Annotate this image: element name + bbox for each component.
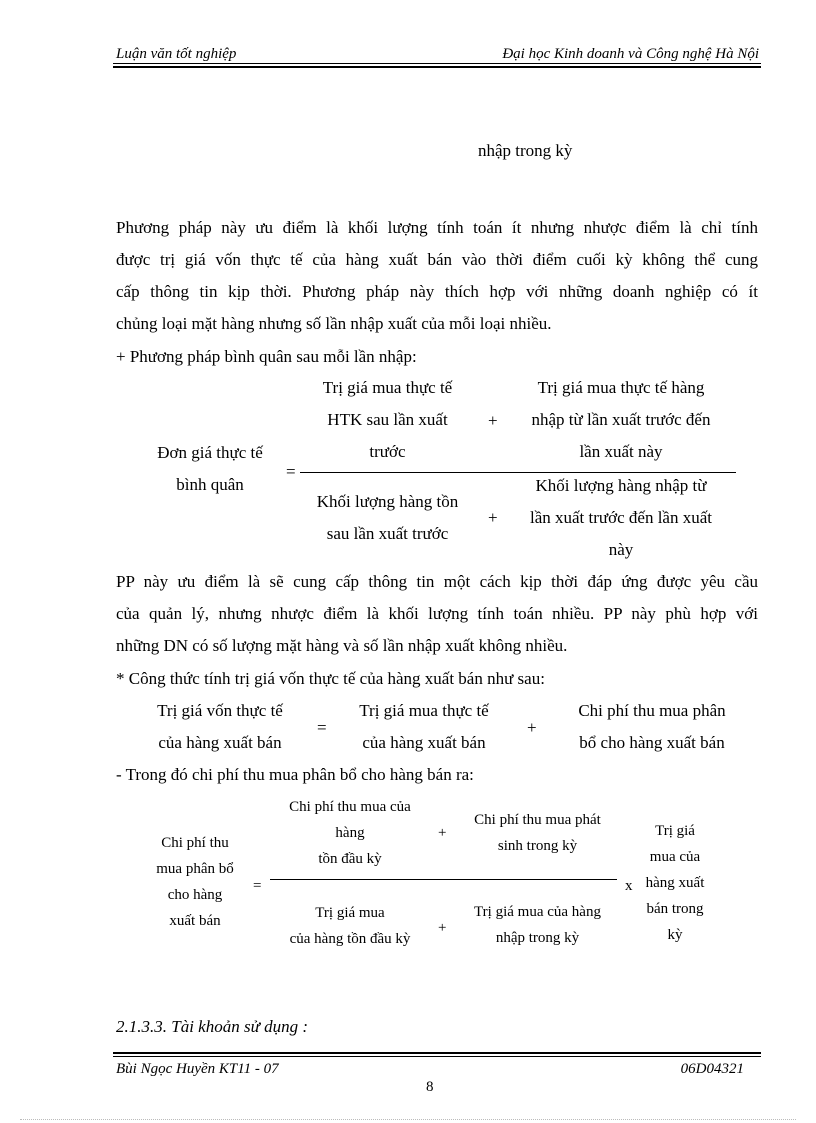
formula3-times: x: [625, 878, 633, 894]
formula3-denominator-left: Trị giá mua của hàng tồn đầu kỳ: [289, 905, 411, 947]
formula2-equals: =: [317, 718, 327, 737]
header-rule: [113, 63, 761, 64]
formula3-multiplier: Trị giá mua của hàng xuất bán trong kỳ: [645, 823, 705, 943]
paragraph-line: Phương pháp này ưu điểm là khối lượng tính toán ít nhưng nhược điểm là chỉ tính: [116, 218, 758, 237]
formula3-denominator-plus: +: [438, 920, 447, 936]
formula3-lhs: Chi phí thu mua phân bổ cho hàng xuất bán: [156, 835, 234, 929]
formula3-numerator-plus: +: [438, 825, 447, 841]
formula2-plus: +: [527, 718, 537, 737]
page-edge: [20, 1119, 796, 1120]
header-left: Luận văn tốt nghiệp: [116, 46, 237, 62]
formula2-term1: Trị giá mua thực tế của hàng xuất bán: [359, 701, 489, 752]
allocation-heading: - Trong đó chi phí thu mua phân bổ cho hàng bán ra:: [116, 765, 474, 784]
section-heading: 2.1.3.3. Tài khoản sử dụng :: [116, 1017, 309, 1036]
top-fragment: nhập trong kỳ: [478, 141, 573, 160]
method-heading: + Phương pháp bình quân sau mỗi lần nhập:: [116, 347, 417, 366]
formula2-lhs: Trị giá vốn thực tế của hàng xuất bán: [157, 701, 283, 752]
footer-rule: [113, 1056, 761, 1057]
footer-code: 06D04321: [680, 1061, 744, 1077]
paragraph-line: được trị giá vốn thực tế của hàng xuất bán vào thời điểm cuối kỳ không thể cung: [116, 250, 758, 269]
footer-rule-thick: [113, 1052, 761, 1054]
formula3-numerator-right: Chi phí thu mua phát sinh trong kỳ: [474, 812, 601, 854]
paragraph-line: chủng loại mặt hàng nhưng số lần nhập xuất của mỗi loại nhiều.: [116, 314, 552, 333]
formula1-equals: =: [286, 462, 296, 481]
formula-heading: * Công thức tính trị giá vốn thực tế của hàng xuất bán như sau:: [116, 669, 545, 688]
header-right: Đại học Kinh doanh và Công nghệ Hà Nội: [502, 46, 759, 62]
formula1-numerator-left: Trị giá mua thực tế HTK sau lần xuất trước: [322, 378, 453, 461]
footer-author: Bùi Ngọc Huyền KT11 - 07: [116, 1061, 279, 1077]
formula1-denominator-right: Khối lượng hàng nhập từ lần xuất trước đến lần xuất này: [529, 476, 712, 559]
formula1-numerator-right: Trị giá mua thực tế hàng nhập từ lần xuất trước đến lần xuất này: [531, 378, 711, 461]
formula1-denominator-plus: +: [488, 508, 498, 527]
formula1-denominator-left: Khối lượng hàng tồn sau lần xuất trước: [316, 492, 459, 543]
paragraph-line: những DN có số lượng mặt hàng và số lần nhập xuất không nhiều.: [116, 636, 568, 655]
formula3-denominator-right: Trị giá mua của hàng nhập trong kỳ: [474, 904, 601, 946]
formula3-numerator-left: Chi phí thu mua của hàng tồn đầu kỳ: [289, 799, 411, 867]
formula3-equals: =: [253, 878, 262, 894]
formula3-fraction-bar: [270, 879, 617, 880]
formula1-lhs: Đơn giá thực tế bình quân: [157, 443, 263, 494]
header-rule-thick: [113, 66, 761, 68]
paragraph-line: PP này ưu điểm là sẽ cung cấp thông tin một cách kịp thời đáp ứng được yêu cầu: [116, 572, 758, 591]
formula1-numerator-plus: +: [488, 411, 498, 430]
paragraph-line: của quản lý, nhưng nhược điểm là khối lượng tính toán nhiều. PP này phù hợp với: [116, 604, 758, 623]
paragraph-line: cấp thông tin kịp thời. Phương pháp này thích hợp với những doanh nghiệp có ít: [116, 282, 758, 301]
page-number: 8: [426, 1079, 434, 1095]
formula2-term2: Chi phí thu mua phân bổ cho hàng xuất bán: [578, 701, 726, 752]
